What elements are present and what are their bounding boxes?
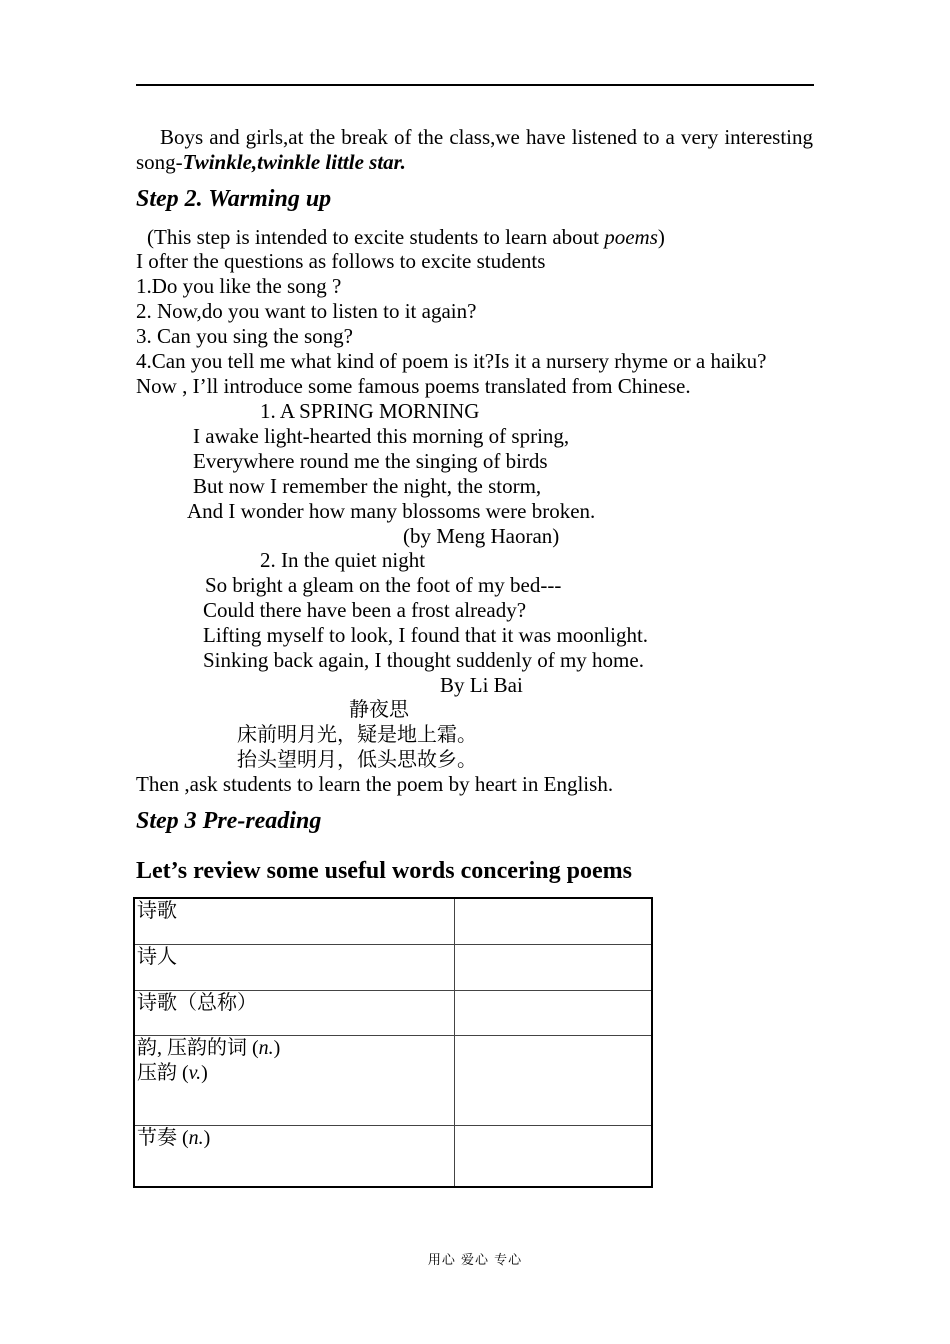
table-row bbox=[134, 898, 652, 944]
question-1: 1.Do you like the song ? bbox=[136, 274, 342, 298]
poem1-title: 1. A SPRING MORNING bbox=[260, 399, 480, 423]
poem1-line: But now I remember the night, the storm, bbox=[193, 474, 542, 498]
table-row bbox=[134, 1035, 652, 1125]
poem-cn-line: 抬头望明月，低头思故乡。 bbox=[237, 747, 477, 771]
cell-answer[interactable] bbox=[455, 898, 653, 944]
intro-paragraph bbox=[136, 125, 813, 175]
cell-answer[interactable] bbox=[455, 1035, 653, 1125]
cell-cn: 节奏 (n.) bbox=[134, 1125, 455, 1187]
header-rule bbox=[136, 84, 814, 86]
table-row bbox=[134, 1125, 652, 1187]
vocab-table bbox=[133, 897, 653, 1188]
step2-note: (This step is intended to excite students to learn about poems) bbox=[147, 225, 665, 249]
question-4: 4.Can you tell me what kind of poem is it?Is it a nursery rhyme or a haiku? bbox=[136, 349, 767, 373]
cell-cn: 诗歌 bbox=[134, 898, 455, 944]
step2-line: I ofter the questions as follows to excite students bbox=[136, 249, 546, 273]
intro-text: Boys and girls,at the break of the class,we have listened to a very interesting song- bbox=[136, 125, 813, 174]
poem-cn-title: 静夜思 bbox=[349, 697, 409, 721]
cell-cn: 韵, 压韵的词 (n.) 压韵 (v.) bbox=[134, 1035, 455, 1125]
question-2: 2. Now,do you want to listen to it again? bbox=[136, 299, 477, 323]
question-3: 3. Can you sing the song? bbox=[136, 324, 353, 348]
poem2-line: Could there have been a frost already? bbox=[203, 598, 527, 622]
poem2-title: 2. In the quiet night bbox=[260, 548, 426, 572]
poem1-line: Everywhere round me the singing of birds bbox=[193, 449, 548, 473]
poem2-line: So bright a gleam on the foot of my bed--- bbox=[205, 573, 562, 597]
song-title: Twinkle,twinkle little star. bbox=[182, 150, 406, 174]
poem1-line: And I wonder how many blossoms were broken. bbox=[187, 499, 596, 523]
cell-answer[interactable] bbox=[455, 990, 653, 1035]
page-footer: 用心 爱心 专心 bbox=[427, 1253, 523, 1268]
poem2-line: Lifting myself to look, I found that it was moonlight. bbox=[203, 623, 649, 647]
then-line: Then ,ask students to learn the poem by heart in English. bbox=[136, 772, 614, 796]
vocab-subheading: Let’s review some useful words concering poems bbox=[136, 858, 632, 884]
poem-cn-line: 床前明月光，疑是地上霜。 bbox=[237, 722, 477, 746]
step2-line: Now , I’ll introduce some famous poems translated from Chinese. bbox=[136, 374, 691, 398]
table-row bbox=[134, 990, 652, 1035]
poem1-author: (by Meng Haoran) bbox=[403, 524, 560, 548]
step3-heading: Step 3 Pre-reading bbox=[136, 808, 322, 834]
cell-cn: 诗歌（总称） bbox=[134, 990, 455, 1035]
step2-heading: Step 2. Warming up bbox=[136, 186, 332, 212]
cell-answer[interactable] bbox=[455, 944, 653, 990]
cell-cn: 诗人 bbox=[134, 944, 455, 990]
poem2-line: Sinking back again, I thought suddenly of my home. bbox=[203, 648, 644, 672]
poem2-author: By Li Bai bbox=[440, 673, 523, 697]
cell-answer[interactable] bbox=[455, 1125, 653, 1187]
poem1-line: I awake light-hearted this morning of spring, bbox=[193, 424, 570, 448]
table-row bbox=[134, 944, 652, 990]
